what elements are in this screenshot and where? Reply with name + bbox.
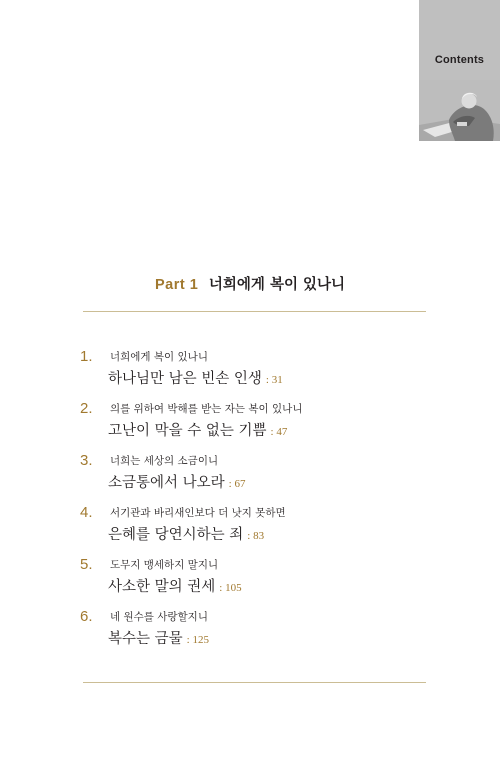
entry-title: 고난이 막을 수 없는 기쁨 xyxy=(108,423,267,439)
toc-entry[interactable] xyxy=(80,504,430,556)
entry-title: 복수는 금물 xyxy=(108,631,183,647)
toc-entry[interactable] xyxy=(80,400,430,452)
entry-number: 4. xyxy=(80,504,93,521)
toc-entry[interactable] xyxy=(80,348,430,400)
entry-page: : 105 xyxy=(219,582,242,594)
part-heading xyxy=(0,273,500,294)
top-divider xyxy=(83,311,426,312)
entry-page: : 67 xyxy=(228,478,246,490)
entry-number: 2. xyxy=(80,400,93,417)
entry-title: 사소한 말의 권세 xyxy=(108,579,216,595)
entry-subtitle: 너희는 세상의 소금이니 xyxy=(110,455,219,467)
contents-tab-label: Contents xyxy=(434,54,485,66)
entry-number: 5. xyxy=(80,556,93,573)
entry-subtitle: 도무지 맹세하지 말지니 xyxy=(110,559,219,571)
toc-entry[interactable] xyxy=(80,452,430,504)
toc-entry[interactable] xyxy=(80,556,430,608)
entry-page: : 47 xyxy=(270,426,288,438)
bottom-divider xyxy=(83,682,426,683)
part-label: Part 1 xyxy=(154,277,199,293)
entry-number: 1. xyxy=(80,348,93,365)
entry-page: : 83 xyxy=(247,530,265,542)
entry-title: 소금통에서 나오라 xyxy=(108,475,225,491)
entry-page: : 125 xyxy=(186,634,209,646)
entry-page: : 31 xyxy=(265,374,283,386)
author-photo xyxy=(419,80,500,141)
contents-tab xyxy=(419,0,500,141)
entry-number: 6. xyxy=(80,608,93,625)
entry-subtitle: 너희에게 복이 있나니 xyxy=(110,351,208,363)
part-title: 너희에게 복이 있나니 xyxy=(208,277,346,293)
entry-title: 하나님만 남은 빈손 인생 xyxy=(108,371,262,387)
toc-entry[interactable] xyxy=(80,608,430,660)
entry-subtitle: 의를 위하여 박해를 받는 자는 복이 있나니 xyxy=(110,403,303,415)
entry-title: 은혜를 당연시하는 죄 xyxy=(108,527,244,543)
entry-subtitle: 서기관과 바리새인보다 더 낫지 못하면 xyxy=(110,507,286,519)
entry-number: 3. xyxy=(80,452,93,469)
entry-subtitle: 네 원수를 사랑할지니 xyxy=(110,611,208,623)
